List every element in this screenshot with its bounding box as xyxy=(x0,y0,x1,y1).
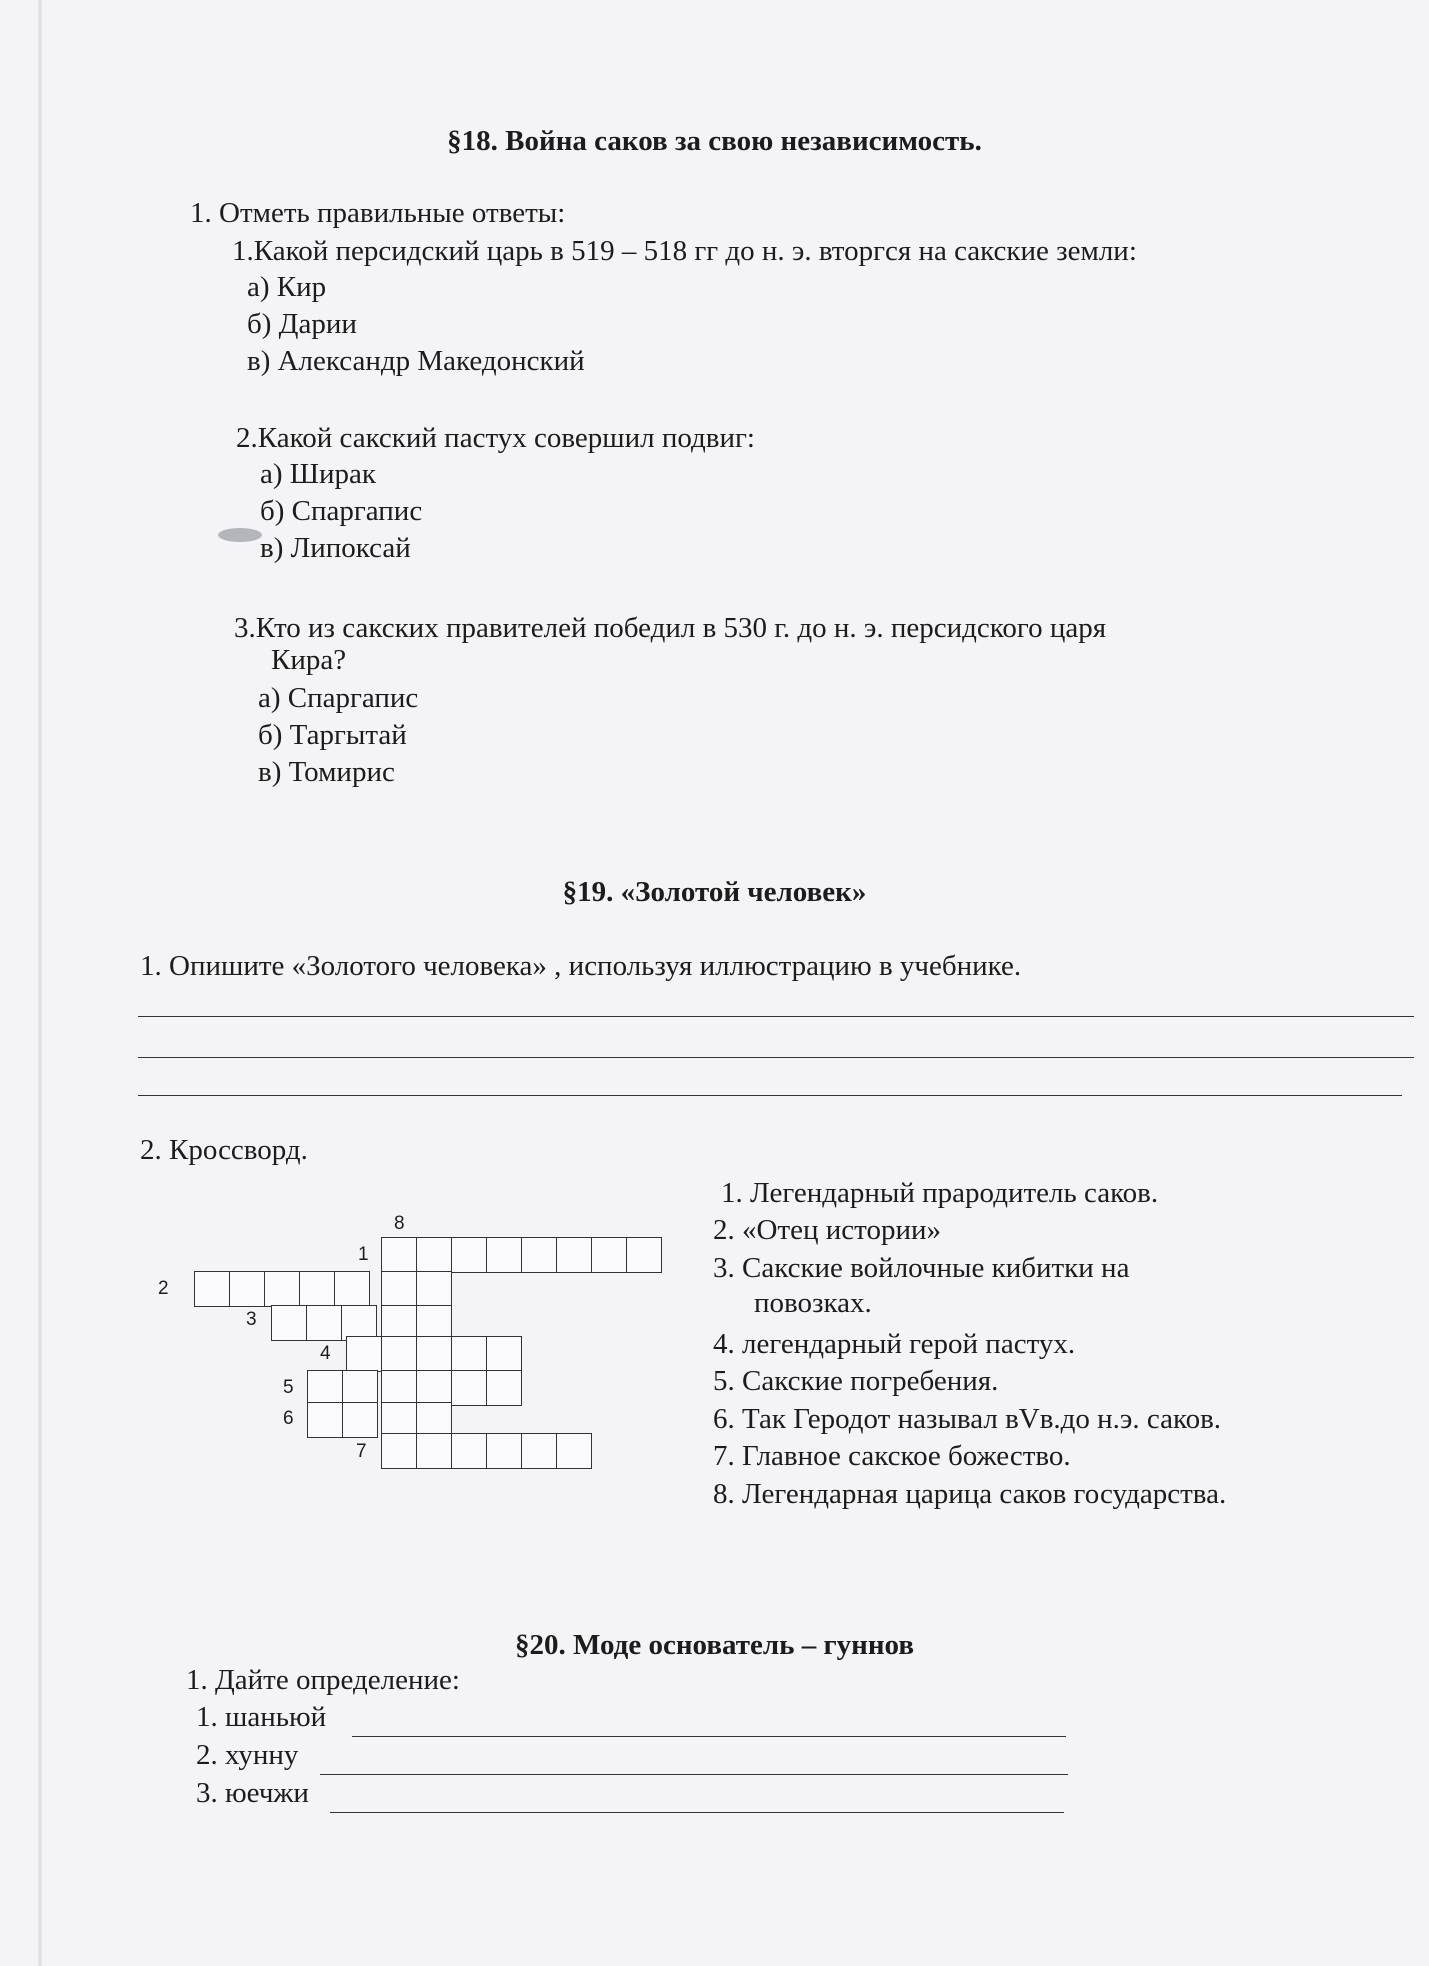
crossword-cell[interactable] xyxy=(451,1370,487,1406)
crossword-cell[interactable] xyxy=(486,1336,522,1372)
answer-line xyxy=(138,1016,1414,1017)
crossword-number: 4 xyxy=(320,1343,331,1364)
crossword-cell[interactable] xyxy=(194,1271,230,1307)
crossword-number: 1 xyxy=(358,1244,369,1265)
crossword-cell[interactable] xyxy=(271,1305,307,1341)
crossword-cell[interactable] xyxy=(229,1271,265,1307)
crossword-cell[interactable] xyxy=(556,1433,592,1469)
crossword-cell[interactable] xyxy=(451,1336,487,1372)
crossword-cell[interactable] xyxy=(342,1370,378,1406)
section-18-heading: §18. Война саков за свою независимость. xyxy=(447,125,982,157)
section-19-heading: §19. «Золотой человек» xyxy=(562,876,867,908)
crossword-cell[interactable] xyxy=(306,1305,342,1341)
s18-question-1: 1.Какой персидский царь в 519 – 518 гг до н. э. вторгся на сакские земли: xyxy=(232,235,1137,267)
crossword-cell[interactable] xyxy=(334,1271,370,1307)
crossword-number: 2 xyxy=(158,1278,169,1299)
s18-q3-option-b: б) Таргытай xyxy=(258,719,407,751)
definition-line[interactable] xyxy=(320,1774,1068,1775)
crossword-clue-4: 4. легендарный герой пастух. xyxy=(713,1328,1076,1360)
s18-question-3-line1: 3.Кто из сакских правителей победил в 530 г. до н. э. персидского царя xyxy=(234,612,1107,644)
crossword-clue-7: 7. Главное сакское божество. xyxy=(713,1440,1071,1472)
page-edge-shadow xyxy=(38,0,42,1966)
s18-q2-option-b: б) Спаргапис xyxy=(260,495,423,527)
s19-task2: 2. Кроссворд. xyxy=(140,1134,308,1166)
crossword-cell[interactable] xyxy=(451,1433,487,1469)
answer-line xyxy=(138,1057,1414,1058)
crossword-cell[interactable] xyxy=(486,1237,522,1273)
s20-term-3: 3. юечжи xyxy=(196,1777,309,1809)
crossword-cell[interactable] xyxy=(556,1237,592,1273)
s20-term-1: 1. шаньюй xyxy=(196,1701,327,1733)
s18-q1-option-c: в) Александр Македонский xyxy=(247,345,585,377)
s18-q3-option-a: а) Спаргапис xyxy=(258,682,419,714)
crossword-cell[interactable] xyxy=(416,1271,452,1307)
crossword-cell[interactable] xyxy=(346,1336,382,1372)
crossword-cell[interactable] xyxy=(416,1336,452,1372)
s18-q1-option-b: б) Дарии xyxy=(247,308,357,340)
crossword-cell[interactable] xyxy=(307,1402,343,1438)
crossword-cell[interactable] xyxy=(264,1271,300,1307)
crossword-clue-1: 1. Легендарный прародитель саков. xyxy=(721,1177,1159,1209)
crossword-cell[interactable] xyxy=(486,1370,522,1406)
crossword-cell[interactable] xyxy=(521,1237,557,1273)
crossword-cell[interactable] xyxy=(486,1433,522,1469)
crossword-cell[interactable] xyxy=(626,1237,662,1273)
s18-q3-option-c: в) Томирис xyxy=(258,756,395,788)
crossword-cell[interactable] xyxy=(381,1271,417,1307)
crossword-cell[interactable] xyxy=(381,1336,417,1372)
crossword-clue-5: 5. Сакские погребения. xyxy=(713,1365,999,1397)
crossword-cell[interactable] xyxy=(381,1370,417,1406)
s18-q2-option-c: в) Липоксай xyxy=(260,532,411,564)
crossword-cell[interactable] xyxy=(416,1370,452,1406)
section-20-heading: §20. Моде основатель – гуннов xyxy=(515,1629,914,1661)
s18-q1-option-a: а) Кир xyxy=(247,271,327,303)
s20-term-2: 2. хунну xyxy=(196,1739,299,1771)
crossword-cell[interactable] xyxy=(342,1402,378,1438)
crossword-clue-2: 2. «Отец истории» xyxy=(713,1214,941,1246)
s18-task1: 1. Отметь правильные ответы: xyxy=(190,197,566,229)
crossword-cell[interactable] xyxy=(521,1433,557,1469)
crossword-clue-8: 8. Легендарная царица саков государства. xyxy=(713,1478,1227,1510)
crossword-clue-6: 6. Так Геродот называл вVв.до н.э. саков. xyxy=(713,1403,1222,1435)
crossword-number: 6 xyxy=(283,1408,294,1429)
definition-line[interactable] xyxy=(352,1736,1066,1737)
definition-line[interactable] xyxy=(330,1812,1064,1813)
crossword-cell[interactable] xyxy=(307,1370,343,1406)
crossword-number: 7 xyxy=(356,1441,367,1462)
crossword-number: 5 xyxy=(283,1377,294,1398)
crossword-number: 8 xyxy=(394,1213,405,1234)
crossword-cell[interactable] xyxy=(416,1433,452,1469)
crossword-cell[interactable] xyxy=(381,1237,417,1273)
answer-line xyxy=(138,1095,1402,1096)
crossword-cell[interactable] xyxy=(299,1271,335,1307)
s18-question-2: 2.Какой сакский пастух совершил подвиг: xyxy=(236,422,755,454)
s20-task1: 1. Дайте определение: xyxy=(186,1664,460,1696)
s19-task1: 1. Опишите «Золотого человека» , используя иллюстрацию в учебнике. xyxy=(140,950,1022,982)
crossword-clue-3: 3. Сакские войлочные кибитки на xyxy=(713,1252,1130,1284)
s18-question-3-line2: Кира? xyxy=(271,644,347,676)
crossword-cell[interactable] xyxy=(381,1433,417,1469)
crossword-cell[interactable] xyxy=(416,1237,452,1273)
crossword-cell[interactable] xyxy=(451,1237,487,1273)
crossword-cell[interactable] xyxy=(591,1237,627,1273)
crossword-number: 3 xyxy=(246,1309,257,1330)
s18-q2-option-a: а) Ширак xyxy=(260,458,377,490)
pencil-smudge xyxy=(218,528,262,542)
crossword-clue-3-cont: повозках. xyxy=(754,1287,872,1319)
